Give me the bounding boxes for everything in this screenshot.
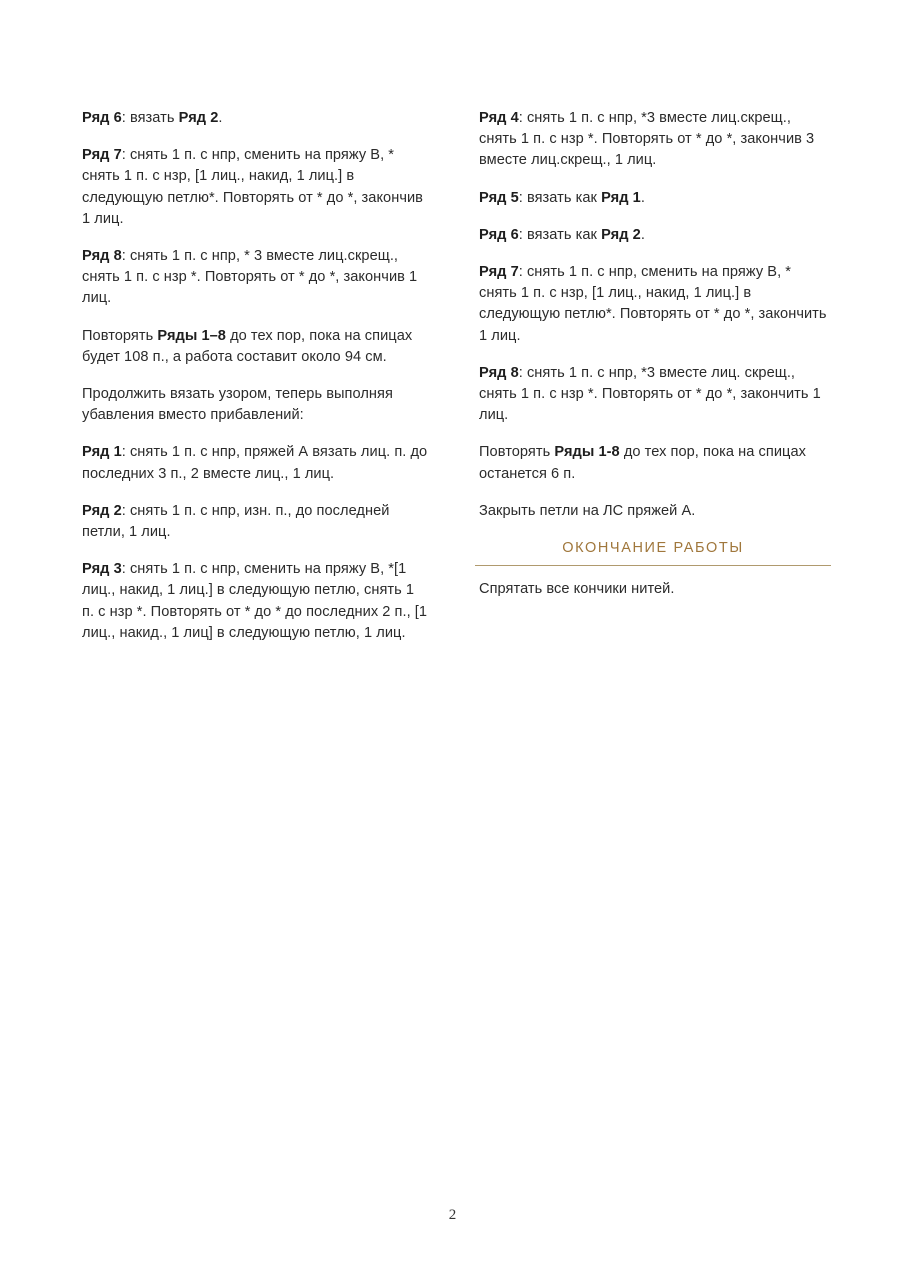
finishing-instruction: Спрятать все кончики нитей.	[479, 581, 675, 598]
section-heading-finishing: ОКОНЧАНИЕ РАБОТЫ	[475, 538, 831, 566]
instruction-row-1: Ряд 1: снять 1 п. с нпр, пряжей А вязать лиц. п. до последних 3 п., 2 вместе лиц., 1 лиц.	[82, 444, 428, 482]
instruction-row-8: Ряд 8: снять 1 п. с нпр, *3 вместе лиц. скрещ., снять 1 п. с нзр *. Повторять от * до *, закончить 1 лиц.	[479, 364, 821, 424]
left-column	[82, 108, 430, 660]
repeat-rows-instruction: Повторять Ряды 1–8 до тех пор, пока на спицах будет 108 п., а работа составит около 94 см.	[82, 327, 413, 365]
instruction-row-2: Ряд 2: снять 1 п. с нпр, изн. п., до последней петли, 1 лиц.	[82, 502, 390, 541]
right-column	[479, 108, 827, 616]
instruction-row-8: Ряд 8: снять 1 п. с нпр, * 3 вместе лиц.скрещ., снять 1 п. с нзр *. Повторять от * до *, закончив 1 лиц.	[82, 248, 418, 307]
instruction-row-6: Ряд 6: вязать как Ряд 2.	[479, 226, 645, 243]
instruction-row-7: Ряд 7: снять 1 п. с нпр, сменить на пряжу В, * снять 1 п. с нзр, [1 лиц., накид, 1 лиц.] в следующую петлю*. Повторять от * до *, закончить 1 лиц.	[479, 264, 827, 344]
page-number: 2	[448, 1207, 457, 1223]
instruction-row-3: Ряд 3: снять 1 п. с нпр, сменить на пряжу В, *[1 лиц., накид, 1 лиц.] в следующую петлю, снять 1 п. с нзр *. Повторять от * до * до последних 2 п., [1 лиц., накид., 1 лиц] в следующую петлю, 1 лиц.	[82, 561, 428, 641]
instruction-row-6: Ряд 6: вязать Ряд 2.	[82, 110, 223, 126]
decrease-intro: Продолжить вязать узором, теперь выполняя убавления вместо прибавлений:	[82, 386, 393, 424]
repeat-rows-instruction: Повторять Ряды 1-8 до тех пор, пока на спицах останется 6 п.	[479, 444, 806, 482]
instruction-row-4: Ряд 4: снять 1 п. с нпр, *3 вместе лиц.скрещ., снять 1 п. с нзр *. Повторять от * до *, закончив 3 вместе лиц.скрещ., 1 лиц.	[479, 110, 815, 169]
instruction-row-5: Ряд 5: вязать как Ряд 1.	[479, 189, 645, 206]
bind-off-instruction: Закрыть петли на ЛС пряжей А.	[479, 502, 696, 519]
instruction-row-7: Ряд 7: снять 1 п. с нпр, сменить на пряжу В, * снять 1 п. с нзр, [1 лиц., накид, 1 лиц.] в следующую петлю*. Повторять от * до *, закончив 1 лиц.	[82, 147, 423, 227]
